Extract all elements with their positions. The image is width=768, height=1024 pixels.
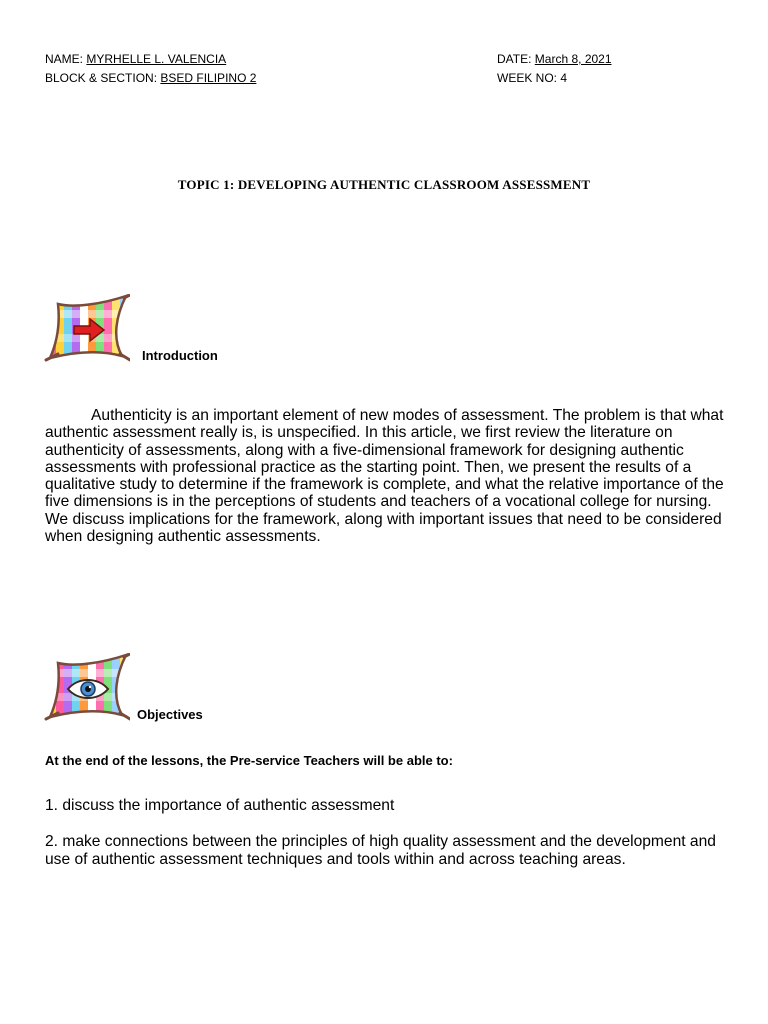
- topic-title: TOPIC 1: DEVELOPING AUTHENTIC CLASSROOM ASSESSMENT: [177, 177, 591, 192]
- block-label: BLOCK & SECTION:: [45, 71, 158, 85]
- date-label: DATE:: [497, 52, 532, 66]
- arrow-banner-icon: [44, 294, 130, 362]
- date-field: [497, 52, 612, 66]
- introduction-paragraph: [45, 407, 725, 545]
- name-field: [45, 52, 226, 66]
- block-value: BSED FILIPINO 2: [160, 71, 257, 85]
- eye-banner-icon: [44, 653, 130, 721]
- date-value: March 8, 2021: [534, 52, 612, 66]
- objectives-lead: At the end of the lessons, the Pre-service Teachers will be able to:: [45, 753, 453, 768]
- week-field: [497, 71, 567, 85]
- objectives-heading: Objectives: [137, 707, 203, 722]
- introduction-text: Authenticity is an important element of new modes of assessment. The problem is that what authentic assessment really is, is unspecified. In this article, we first review the literature on authenticity of assessments, along with a five-dimensional framework for designing authentic assessments with professional practice as the starting point. Then, we present the results of a qualitative study to determine if the framework is complete, and what the relative importance of the five dimensions is in the perceptions of students and teachers of a vocational college for nursing. We discuss implications for the framework, along with important issues that need to be considered when designing authentic assessments.: [45, 407, 724, 546]
- eye-icon: [68, 680, 108, 698]
- block-section-field: [45, 71, 256, 85]
- objective-item: 1. discuss the importance of authentic assessment: [45, 797, 395, 814]
- name-value: MYRHELLE L. VALENCIA: [86, 52, 227, 66]
- objective-item: 2. make connections between the principles of high quality assessment and the development and use of authentic assessment techniques and tools within and across teaching areas.: [45, 833, 716, 868]
- introduction-heading: Introduction: [142, 348, 218, 363]
- name-label: NAME:: [45, 52, 84, 66]
- week-label: WEEK NO: 4: [497, 71, 568, 85]
